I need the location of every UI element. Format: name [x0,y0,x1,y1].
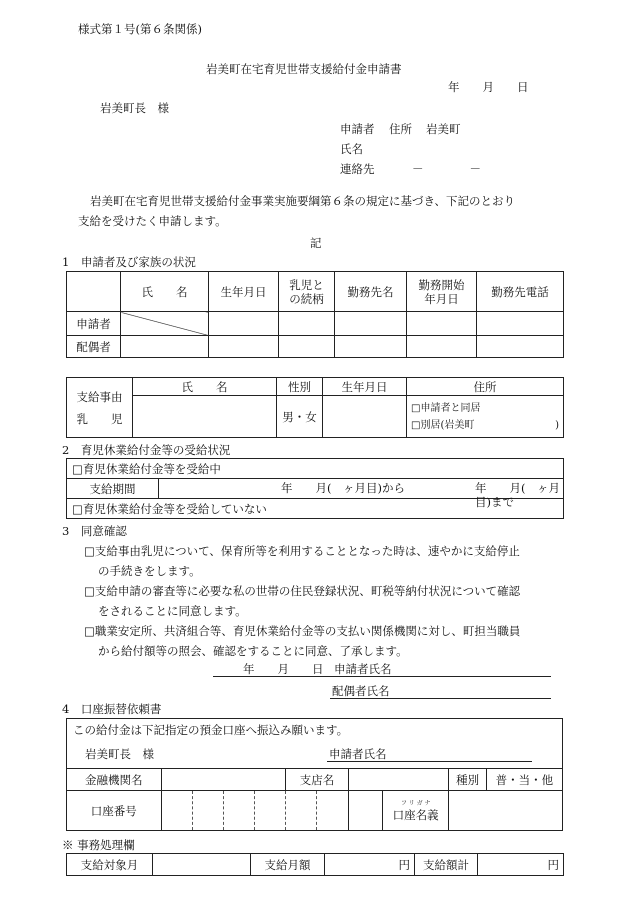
child-header-sex: 性別 [277,378,323,396]
address-value: 岩美町 [426,122,461,136]
consent-3-b: から給付額等の照会、確認をすることに同意、了承します。 [98,644,408,658]
address-label: 住所 [389,122,412,136]
bank-sign-underline[interactable] [327,761,532,762]
sign-underline-2[interactable] [330,698,551,699]
section1-heading: 1 申請者及び家族の状況 [62,255,196,269]
account-digit-6[interactable] [317,791,348,831]
form-title: 岩美町在宅育児世帯支援給付金申請書 [206,62,402,76]
child-header-address: 住所 [407,378,564,396]
total-amount-cell[interactable] [478,854,564,876]
spouse-work-phone-cell[interactable] [477,336,564,358]
applicant-work-start-cell[interactable] [407,312,477,336]
date-line: 年 月 日 [448,80,529,94]
section3-heading: 3 同意確認 [62,524,127,538]
sign-underline-1[interactable] [213,676,551,677]
not-receiving-checkbox[interactable]: □育児休業給付金等を受給していない [67,499,564,519]
request-cell [67,719,563,769]
header-relation-1: 乳児と [289,277,324,292]
header-relation [279,272,335,312]
header-name: 氏 名 [121,272,209,312]
bank-name-cell[interactable] [161,769,286,791]
contact-value: － － [412,162,481,176]
name-label: 氏名 [340,142,363,156]
type-value[interactable]: 普・当・他 [486,769,562,791]
header-relation-2: の続柄 [289,291,324,306]
row-label-spouse: 配偶者 [67,336,121,358]
header-work-phone: 勤務先電話 [477,272,564,312]
applicant-sign-label: 申請者氏名 [334,662,392,676]
row-label-applicant: 申請者 [67,312,121,336]
target-month-cell[interactable] [153,854,251,876]
branch-label: 支店名 [286,769,348,791]
spouse-birthdate-cell[interactable] [209,336,279,358]
bank-name-label: 金融機関名 [67,769,162,791]
child-table [66,377,564,438]
period-cell [159,479,564,509]
account-digit-7[interactable] [348,791,382,831]
period-from: 年 月( ヶ月目)から [281,481,405,495]
monthly-amount-cell[interactable] [325,854,415,876]
child-birthdate-cell[interactable] [323,396,407,438]
benefit-table [66,458,564,519]
ki-label: 記 [310,236,322,250]
spouse-relation-cell[interactable] [279,336,335,358]
period-label: 支給期間 [67,479,159,499]
intro-line-2: 支給を受けたく申請します。 [78,214,227,228]
addressee: 岩美町長 様 [100,101,169,115]
spouse-sign-label: 配偶者氏名 [332,684,390,698]
applicant-workplace-cell[interactable] [335,312,407,336]
separate-checkbox[interactable] [407,417,563,434]
yen-label-2: 円 [547,857,559,872]
applicant-work-phone-cell[interactable] [477,312,564,336]
period-to: 年 月( ヶ月目)まで [475,481,560,509]
contact-label: 連絡先 [340,162,375,176]
child-reason-header [67,378,133,438]
branch-cell[interactable] [348,769,449,791]
family-table [66,271,564,358]
consent-2-a[interactable]: □支給申請の審査等に必要な私の世帯の住民登録状況、町税等納付状況について確認 [84,584,521,598]
cohabit-checkbox[interactable]: □申請者と同居 [411,402,481,414]
child-header-name: 氏 名 [133,378,277,396]
account-name-cell[interactable] [449,791,563,831]
furigana-label: フ リ ガ ナ [400,799,431,807]
account-digit-2[interactable] [192,791,223,831]
target-month-label: 支給対象月 [67,854,153,876]
header-work-start-2: 年月日 [424,291,459,306]
consent-3-a[interactable]: □職業安定所、共済組合等、育児休業給付金等の支払い関係機関に対し、町担当職員 [84,624,521,638]
child-name-cell[interactable] [133,396,277,438]
bank-table [66,718,563,831]
spouse-name-cell[interactable] [121,336,209,358]
header-birthdate: 生年月日 [209,272,279,312]
bank-addressee: 岩美町長 様 [85,747,154,761]
separate-label: □別居(岩美町 [411,419,475,431]
type-label: 種別 [449,769,486,791]
applicant-birthdate-cell[interactable] [209,312,279,336]
header-work-start [407,272,477,312]
monthly-amount-label: 支給月額 [251,854,325,876]
spouse-work-start-cell[interactable] [407,336,477,358]
consent-1-b: の手続きをします。 [98,564,201,578]
consent-1-a[interactable]: □支給事由乳児について、保育所等を利用することとなった時は、速やかに支給停止 [84,544,520,558]
header-workplace: 勤務先名 [335,272,407,312]
bank-applicant-label: 申請者氏名 [329,747,387,761]
child-sex-cell[interactable]: 男・女 [277,396,323,438]
account-name-label-cell [382,791,449,831]
applicant-name-cell[interactable] [121,312,209,336]
account-digit-5[interactable] [286,791,317,831]
receiving-checkbox[interactable]: □育児休業給付金等を受給中 [67,459,564,479]
applicant-relation-cell[interactable] [279,312,335,336]
office-heading: ※ 事務処理欄 [62,838,135,852]
child-address-cell [407,396,564,438]
account-digit-1[interactable] [161,791,192,831]
account-digit-4[interactable] [255,791,286,831]
section2-heading: 2 育児休業給付金等の受給状況 [62,443,231,457]
section4-heading: 4 口座振替依頼書 [62,702,162,716]
header-work-start-1: 勤務開始 [418,277,465,292]
sign-date: 年 月 日 [243,662,324,676]
office-table [66,853,564,876]
account-name-label: 口座名義 [392,807,439,822]
consent-2-b: をされることに同意します。 [98,604,247,618]
header-empty [67,272,121,312]
intro-line-1: 岩美町在宅育児世帯支援給付金事業実施要綱第６条の規定に基づき、下記のとおり [90,194,516,208]
child-reason-line2: 乳 児 [76,411,123,426]
request-text: この給付金は下記指定の預金口座へ振込み願います。 [73,723,349,737]
account-number-label: 口座番号 [67,791,162,831]
separate-paren-close: ) [555,419,559,431]
total-amount-label: 支給額計 [415,854,478,876]
child-reason-line1: 支給事由 [76,389,123,404]
applicant-label: 申請者 [340,122,375,136]
spouse-workplace-cell[interactable] [335,336,407,358]
child-header-birthdate: 生年月日 [323,378,407,396]
account-digit-3[interactable] [223,791,254,831]
form-number: 様式第１号(第６条関係) [78,22,202,36]
yen-label-1: 円 [398,857,410,872]
